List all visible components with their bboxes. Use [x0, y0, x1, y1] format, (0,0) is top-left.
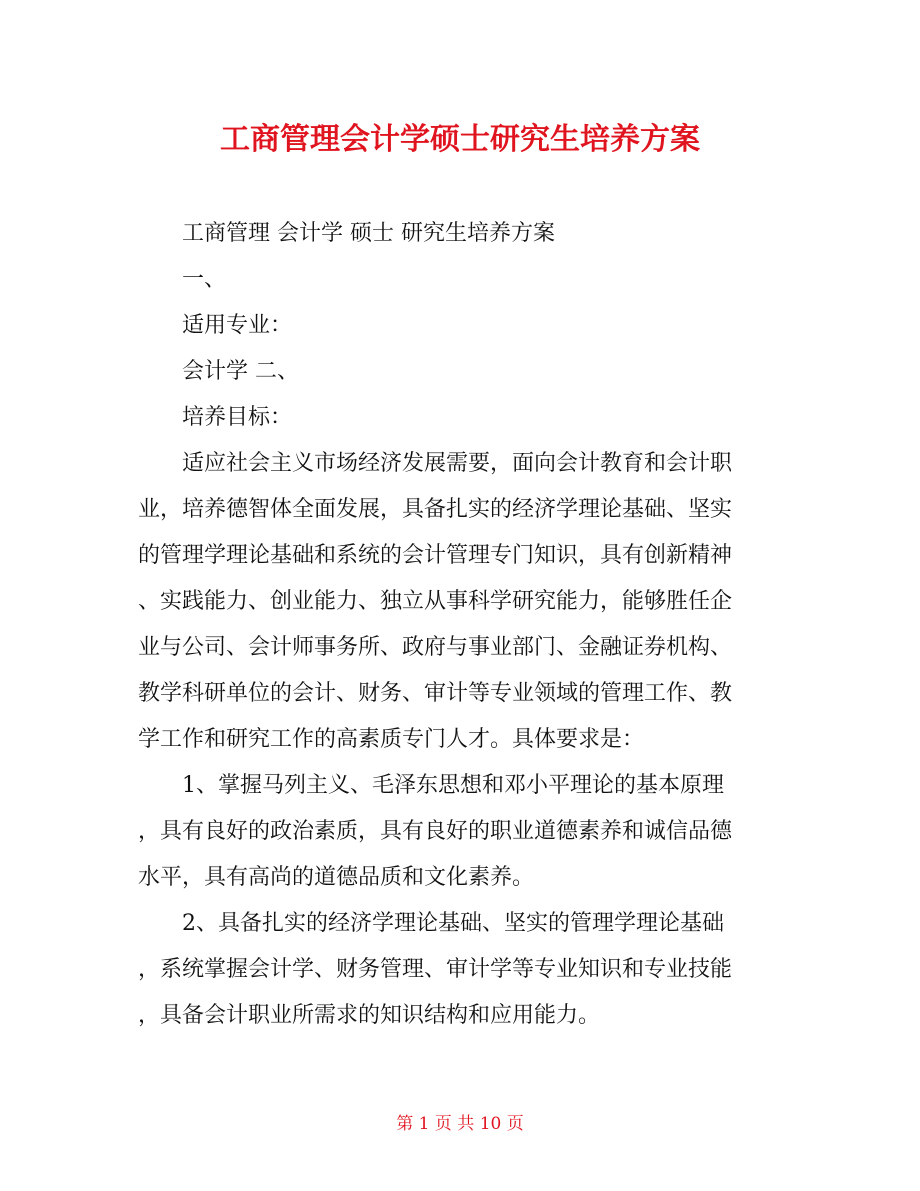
paragraph-requirement-1 — [138, 763, 786, 901]
body-line: 业，培养德智体全面发展，具备扎实的经济学理论基础、坚实 — [138, 497, 733, 522]
paragraph-major-and-section-two — [138, 349, 786, 395]
body-line: 适应社会主义市场经济发展需要，面向会计教育和会计职 — [182, 451, 733, 476]
paragraph-applicable-major-label — [138, 303, 786, 349]
body-line: 学工作和研究工作的高素质专门人才。具体要求是： — [138, 727, 645, 752]
paragraph-goal-description — [138, 441, 786, 763]
body-line: 教学科研单位的会计、财务、审计等专业领域的管理工作、教 — [138, 681, 733, 706]
body-line: ，具备会计职业所需求的知识结构和应用能力。 — [138, 1003, 601, 1028]
paragraph-heading-line — [138, 211, 786, 257]
body-line: ，系统掌握会计学、财务管理、审计学等专业知识和专业技能 — [138, 957, 733, 982]
body-line: 培养目标： — [182, 405, 293, 430]
body-line: 适用专业： — [182, 313, 293, 338]
paragraph-goal-label — [138, 395, 786, 441]
body-line: 一、 — [182, 267, 227, 292]
paragraph-requirement-2 — [138, 901, 786, 1039]
body-line: 、实践能力、创业能力、独立从事科学研究能力，能够胜任企 — [138, 589, 733, 614]
page-number-footer: 第 1 页 共 10 页 — [396, 1114, 524, 1134]
body-line: 会计学 二、 — [182, 359, 299, 384]
body-line: 的管理学理论基础和系统的会计管理专门知识，具有创新精神 — [138, 543, 733, 568]
body-line: 水平，具有高尚的道德品质和文化素养。 — [138, 865, 535, 890]
body-line: 工商管理 会计学 硕士 研究生培养方案 — [182, 221, 555, 246]
document-title: 工商管理会计学硕士研究生培养方案 — [220, 122, 700, 157]
body-line: ，具有良好的政治素质，具有良好的职业道德素养和诚信品德 — [138, 819, 733, 844]
paragraph-section-one — [138, 257, 786, 303]
body-line: 1、掌握马列主义、毛泽东思想和邓小平理论的基本原理 — [182, 773, 724, 798]
body-line: 2、具备扎实的经济学理论基础、坚实的管理学理论基础 — [182, 911, 724, 936]
body-line: 业与公司、会计师事务所、政府与事业部门、金融证券机构、 — [138, 635, 733, 660]
document-body — [138, 211, 786, 1039]
